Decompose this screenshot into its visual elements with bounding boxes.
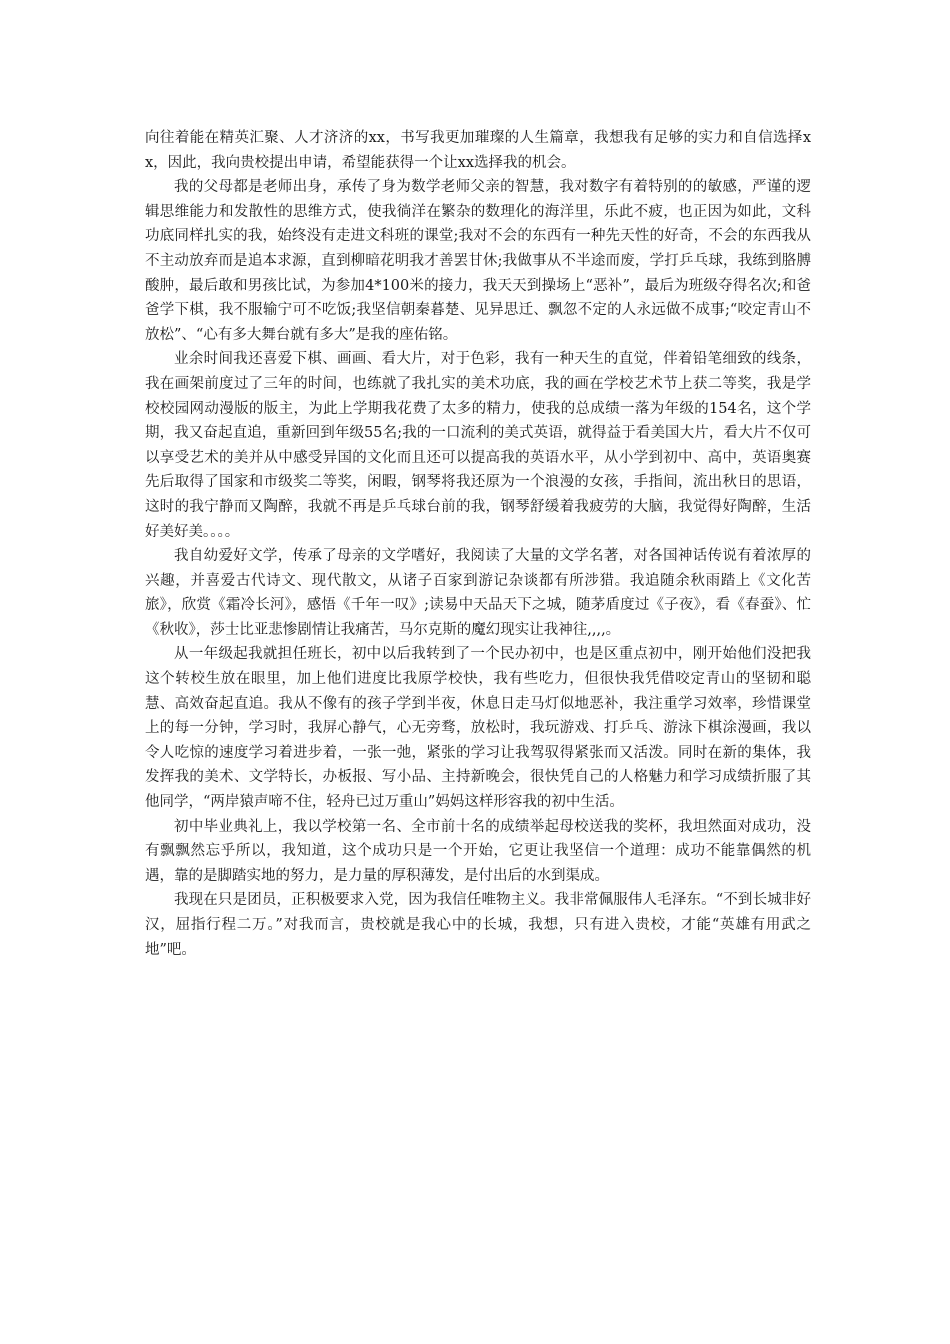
paragraph-parents: 我的父母都是老师出身，承传了身为数学老师父亲的智慧，我对数字有着特别的的敏感，严谨的逻辑思维能力和发散性的思维方式，使我徜洋在繁杂的数理化的海洋里，乐此不疲，也正因为如此，文科功底同样扎实的我，始终没有走进文科班的课堂;我对不会的东西有一种先天性的好奇，不会的东西我从不主动放弃而是追本求源，直到柳暗花明我才善罢甘休;我做事从不半途而废，学打乒乓球，我练到胳膊酸肿，最后敢和男孩比试，为参加4*100米的接力，我天天到操场上“恶补”，最后为班级夺得名次;和爸爸学下棋，我不服输宁可不吃饭;我坚信朝秦暮楚、见异思迁、飘忽不定的人永远做不成事;“咬定青山不放松”、“心有多大舞台就有多大”是我的座佑铭。 (145, 179, 811, 343)
paragraph-graduation: 初中毕业典礼上，我以学校第一名、全市前十名的成绩举起母校送我的奖杯，我坦然面对成功，没有飘飘然忘乎所以，我知道，这个成功只是一个开始，它更让我坚信一个道理：成功不能靠偶然的机遇，靠的是脚踏实地的努力，是力量的厚积薄发，是付出后的水到渠成。 (145, 818, 811, 884)
paragraph-intro: 向往着能在精英汇聚、人才济济的xx，书写我更加璀璨的人生篇章，我想我有足够的实力和自信选择xx，因此，我向贵校提出申请，希望能获得一个让xx选择我的机会。 (145, 130, 811, 171)
paragraph-class-monitor: 从一年级起我就担任班长，初中以后我转到了一个民办初中，也是区重点初中，刚开始他们没把我这个转校生放在眼里，加上他们进度比我原学校快，我有些吃力，但很快我凭借咬定青山的坚韧和聪慧、高效奋起直追。我从不像有的孩子学到半夜，休息日走马灯似地恶补，我注重学习效率，珍惜课堂上的每一分钟，学习时，我屏心静气，心无旁骛，放松时，我玩游戏、打乒乓、游泳下棋涂漫画，我以令人吃惊的速度学习着进步着，一张一弛，紧张的学习让我驾驭得紧张而又活泼。同时在新的集体，我发挥我的美术、文学特长，办板报、写小品、主持新晚会，很快凭自己的人格魅力和学习成绩折服了其他同学，“两岸猿声啼不住，轻舟已过万重山”妈妈这样形容我的初中生活。 (145, 646, 811, 811)
document-body (145, 126, 811, 962)
paragraph-literature: 我自幼爱好文学，传承了母亲的文学嗜好，我阅读了大量的文学名著，对各国神话传说有着浓厚的兴趣，并喜爱古代诗文、现代散文，从诸子百家到游记杂谈都有所涉猎。我追随余秋雨踏上《文化苦旅》，欣赏《霜冷长河》，感悟《千年一叹》;读易中天品天下之城，随茅盾度过《子夜》，看《春蚕》、忙《秋收》，莎士比亚悲惨剧情让我痛苦，马尔克斯的魔幻现实让我神往,,,,。 (145, 548, 811, 638)
paragraph-hobbies: 业余时间我还喜爱下棋、画画、看大片，对于色彩，我有一种天生的直觉，伴着铅笔细致的线条，我在画架前度过了三年的时间，也练就了我扎实的美术功底，我的画在学校艺术节上获二等奖，我是学校校园网动漫版的版主，为此上学期我花费了太多的精力，使我的总成绩一落为年级的154名，这个学期，我又奋起直追，重新回到年级55名;我的一口流利的美式英语，就得益于看美国大片，看大片不仅可以享受艺术的美并从中感受异国的文化而且还可以提高我的英语水平，从小学到初中、高中，英语奥赛先后取得了国家和市级奖二等奖，闲暇，钢琴将我还原为一个浪漫的女孩，手指间，流出秋日的思语，这时的我宁静而又陶醉，我就不再是乒乓球台前的我，钢琴舒缓着我疲劳的大脑，我觉得好陶醉，生活好美好美。。。。 (145, 351, 811, 540)
paragraph-closing: 我现在只是团员，正积极要求入党，因为我信任唯物主义。我非常佩服伟人毛泽东。“不到长城非好汉，屈指行程二万。”对我而言，贵校就是我心中的长城，我想，只有进入贵校，才能“英雄有用武之地”吧。 (145, 892, 811, 958)
